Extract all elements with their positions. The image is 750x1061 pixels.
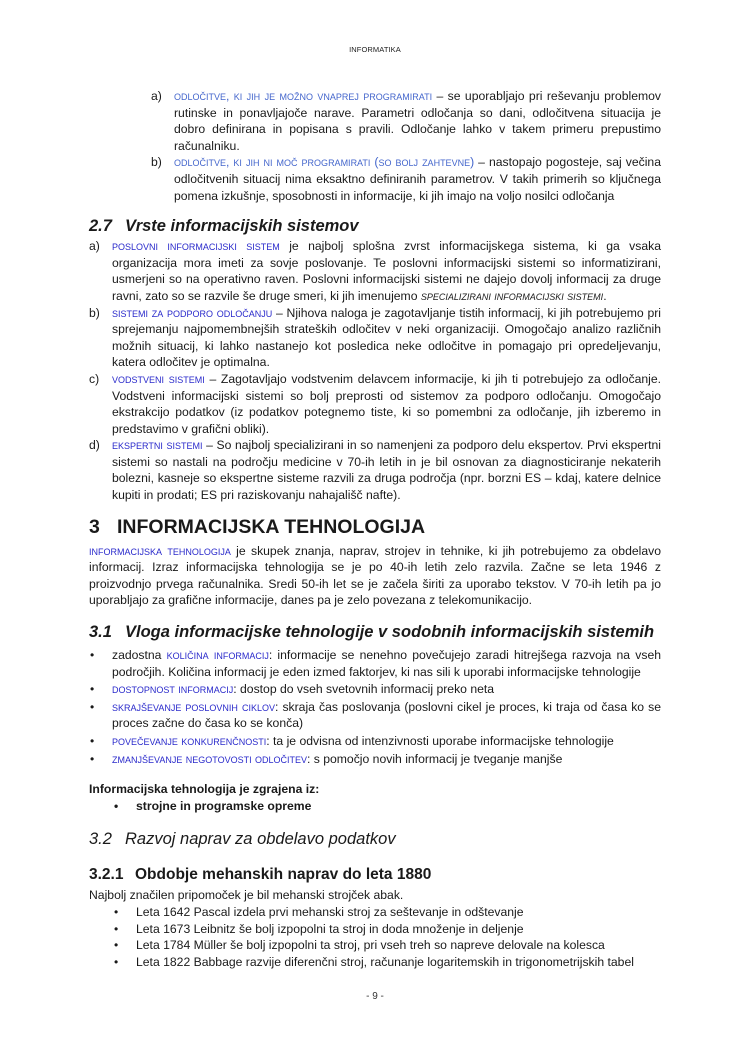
list-marker: b) <box>89 305 100 320</box>
list-item <box>151 88 661 154</box>
term: skrajševanje poslovnih ciklov <box>112 699 275 714</box>
item-text: je najbolj splošna zvrst informacijskega sistema, ki ga vsaka organizacija mora imeti za sovje poslovanje. Te poslovni informacijski sistemi so informatizirani, usmerjeni so na operativno raven. Poslovni informacijski sistemi ne dajejo dovolj informacij za druge ravni, zato so se razvile še druge smeri, ki jih imenujemo <box>112 239 662 303</box>
list-item <box>89 305 661 371</box>
bullet-icon: • <box>90 734 95 748</box>
section-title: Razvoj naprav za obdelavo podatkov <box>125 830 396 849</box>
list-item <box>89 954 661 971</box>
item-prefix: zadostna <box>112 648 167 663</box>
term: dostopnost informacij <box>112 682 234 697</box>
list-item <box>89 437 661 503</box>
list-item <box>89 238 661 304</box>
list-item <box>89 371 661 437</box>
section-title: Vrste informacijskih sistemov <box>125 217 359 236</box>
item-text: Leta 1822 Babbage razvije diferenčni stroj, računanje logaritemskih in trigonometrijskih tabel <box>136 954 634 969</box>
bullet-icon: • <box>114 904 119 919</box>
item-text: : informacije se nenehno povečujejo zaradi hitrejšega razvoja na vseh področjih. Količina informacij je eden izmed faktorjev, ki nas sili k uporabi informacijske tehnologije <box>112 648 661 679</box>
section-heading-2-7 <box>89 216 661 236</box>
list-item <box>89 921 661 938</box>
list-marker: b) <box>151 155 162 170</box>
list-item <box>89 647 661 680</box>
item-text: – Zagotavljajo vodstvenim delavcem informacije, ki jih ti potrebujejo za odločanje. Vodstveni informacijski sistemi so bolj preprosti od sistemov za podporo odločanju. Omogočajo ekstrakcijo podatkov (iz podatkov potegnemo tiste, ki so pomembni za odločanje, jih izberemo in predstavimo v grafični obliki). <box>112 371 661 436</box>
section-number: 2.7 <box>89 217 112 236</box>
item-text: – nastopajo pogosteje, saj večina odločitvenih situacij nima eksaktno definiranih parametrov. V takih primerih so ključnega pomena izkušnje, sposobnosti in informacije, ki jih imajo na voljo nosilci odločanja <box>174 155 661 203</box>
item-text: Leta 1784 Müller še bolj izpopolni ta stroj, pri vseh treh so napreve delovale na kolesca <box>136 938 605 953</box>
section-number: 3.2 <box>89 830 112 849</box>
list-item <box>89 681 661 698</box>
term: odločitve, ki jih ni moč programirati (so bolj zahtevne) <box>174 155 475 170</box>
term: ekspertni sistemi <box>112 438 203 453</box>
page-header: INFORMATIKA <box>349 45 401 54</box>
item-text: Leta 1642 Pascal izdela prvi mehanski stroj za seštevanje in odštevanje <box>136 904 524 919</box>
decision-types-list <box>151 88 661 204</box>
chapter-number: 3 <box>89 515 100 538</box>
list-marker: c) <box>89 371 100 386</box>
section-number: 3.1 <box>89 623 112 642</box>
term: sistemi za podporo odločanju <box>112 305 273 320</box>
list-item <box>89 798 661 815</box>
section-heading-3-2 <box>89 829 661 849</box>
term: informacijska tehnologija <box>89 543 231 558</box>
list-item <box>89 751 661 768</box>
it-role-list <box>89 647 661 767</box>
list-item <box>89 699 661 732</box>
page-number: - 9 - <box>366 991 384 1002</box>
item-text: – se uporabljajo pri reševanju problemov rutinske in ponavljajoče narave. Parametri odločanja so dani, odločitvena situacija je dobro definirana in popisana s pravili. Odločanje lahko v takem primeru prepustimo računalniku. <box>174 89 662 153</box>
chapter-intro <box>89 543 661 609</box>
subsection-number: 3.2.1 <box>89 866 124 884</box>
item-text: : ta je odvisna od intenzivnosti uporabe informacijske tehnologije <box>266 734 614 748</box>
bullet-icon: • <box>114 954 119 969</box>
section-heading-3-1 <box>89 622 661 642</box>
paragraph-text: je skupek znanja, naprav, strojev in tehnike, ki jih potrebujemo za obdelavo informacij. Izraz informacijska tehnologija se je po 40-ih letih zelo razvila. Začne se leta 1946 z proizvodnjo prvega računalnika. Sredi 50-ih let se je začela širiti za uporabo tekstov. V 70-ih letih pa jo uporabljajo za grafične informacije, danes pa je zelo povezana z telekomunikacijo. <box>89 543 662 608</box>
bullet-icon: • <box>90 699 95 714</box>
section-title: Vloga informacijske tehnologije v sodobnih informacijskih sistemih <box>125 623 655 642</box>
list-item <box>89 937 661 954</box>
item-text: – Njihova naloga je zagotavljanje tistih informacij, ki jih potrebujemo pri sprejemanju najpomembnejših strateških odločitev v neki organizaciji. Omogočajo analizo različnih možnih situacij, ki lahko nastanejo kot posledica neke odločitve in pomagajo pri opredeljevanju, katera odločitev je optimalna. <box>112 305 661 370</box>
bullet-icon: • <box>114 921 119 936</box>
information-systems-list <box>89 238 661 504</box>
subsection-intro: Najbolj značilen pripomoček je bil mehanski strojček abak. <box>89 888 404 903</box>
bullet-icon: • <box>90 648 95 663</box>
emphasis: specializirani informacijski sistemi <box>420 288 604 303</box>
bullet-icon: • <box>90 682 95 697</box>
item-text: : skraja čas poslovanja (poslovni cikel je proces, ki traja od časa ko se proces začne do časa ko se konča) <box>112 699 661 731</box>
item-tail: . <box>603 288 607 303</box>
built-from-label: Informacijska tehnologija je zgrajena iz: <box>89 782 320 797</box>
list-item <box>151 154 661 204</box>
bullet-icon: • <box>114 798 119 813</box>
mechanical-devices-list <box>89 904 661 970</box>
item-text: : dostop do vseh svetovnih informacij preko neta <box>233 682 495 697</box>
item-text: Leta 1673 Leibnitz še bolj izpopolni ta stroj in doda množenje in deljenje <box>136 921 524 936</box>
list-marker: d) <box>89 438 100 453</box>
list-marker: a) <box>89 239 100 254</box>
item-text: strojne in programske opreme <box>136 798 312 813</box>
term: odločitve, ki jih je možno vnaprej programirati <box>174 89 433 103</box>
subsection-title: Obdobje mehanskih naprav do leta 1880 <box>135 866 432 884</box>
chapter-heading-3 <box>89 515 661 539</box>
page-content <box>89 88 661 970</box>
built-from-list <box>89 798 661 815</box>
bullet-icon: • <box>114 938 119 953</box>
chapter-title: INFORMACIJSKA TEHNOLOGIJA <box>117 515 426 538</box>
term: vodstveni sistemi <box>112 371 205 386</box>
list-item <box>89 904 661 921</box>
term: poslovni informacijski sistem <box>112 239 280 254</box>
term: količina informacij <box>166 648 269 663</box>
list-item <box>89 733 661 750</box>
term: zmanjševanje negotovosti odločitev <box>112 751 307 766</box>
item-text: – So najbolj specializirani in so namenjeni za podporo delu ekspertov. Prvi ekspertni sistemi so nastali na področju medicine v 70-ih letih in je bil osnovan za diagnosticiranje nekaterih bolezni, kasneje so ekspertne sisteme razvili za druga področja (npr. borzni ES – kdaj, katere delnice kupiti in prodati; ES pri raziskovanju nahajališč nafte). <box>112 438 661 503</box>
list-marker: a) <box>151 89 162 103</box>
subsection-heading-3-2-1 <box>89 865 661 885</box>
item-text: : s pomočjo novih informacij je tveganje manjše <box>306 751 563 766</box>
term: povečevanje konkurenčnosti <box>112 734 267 748</box>
bullet-icon: • <box>90 751 95 766</box>
